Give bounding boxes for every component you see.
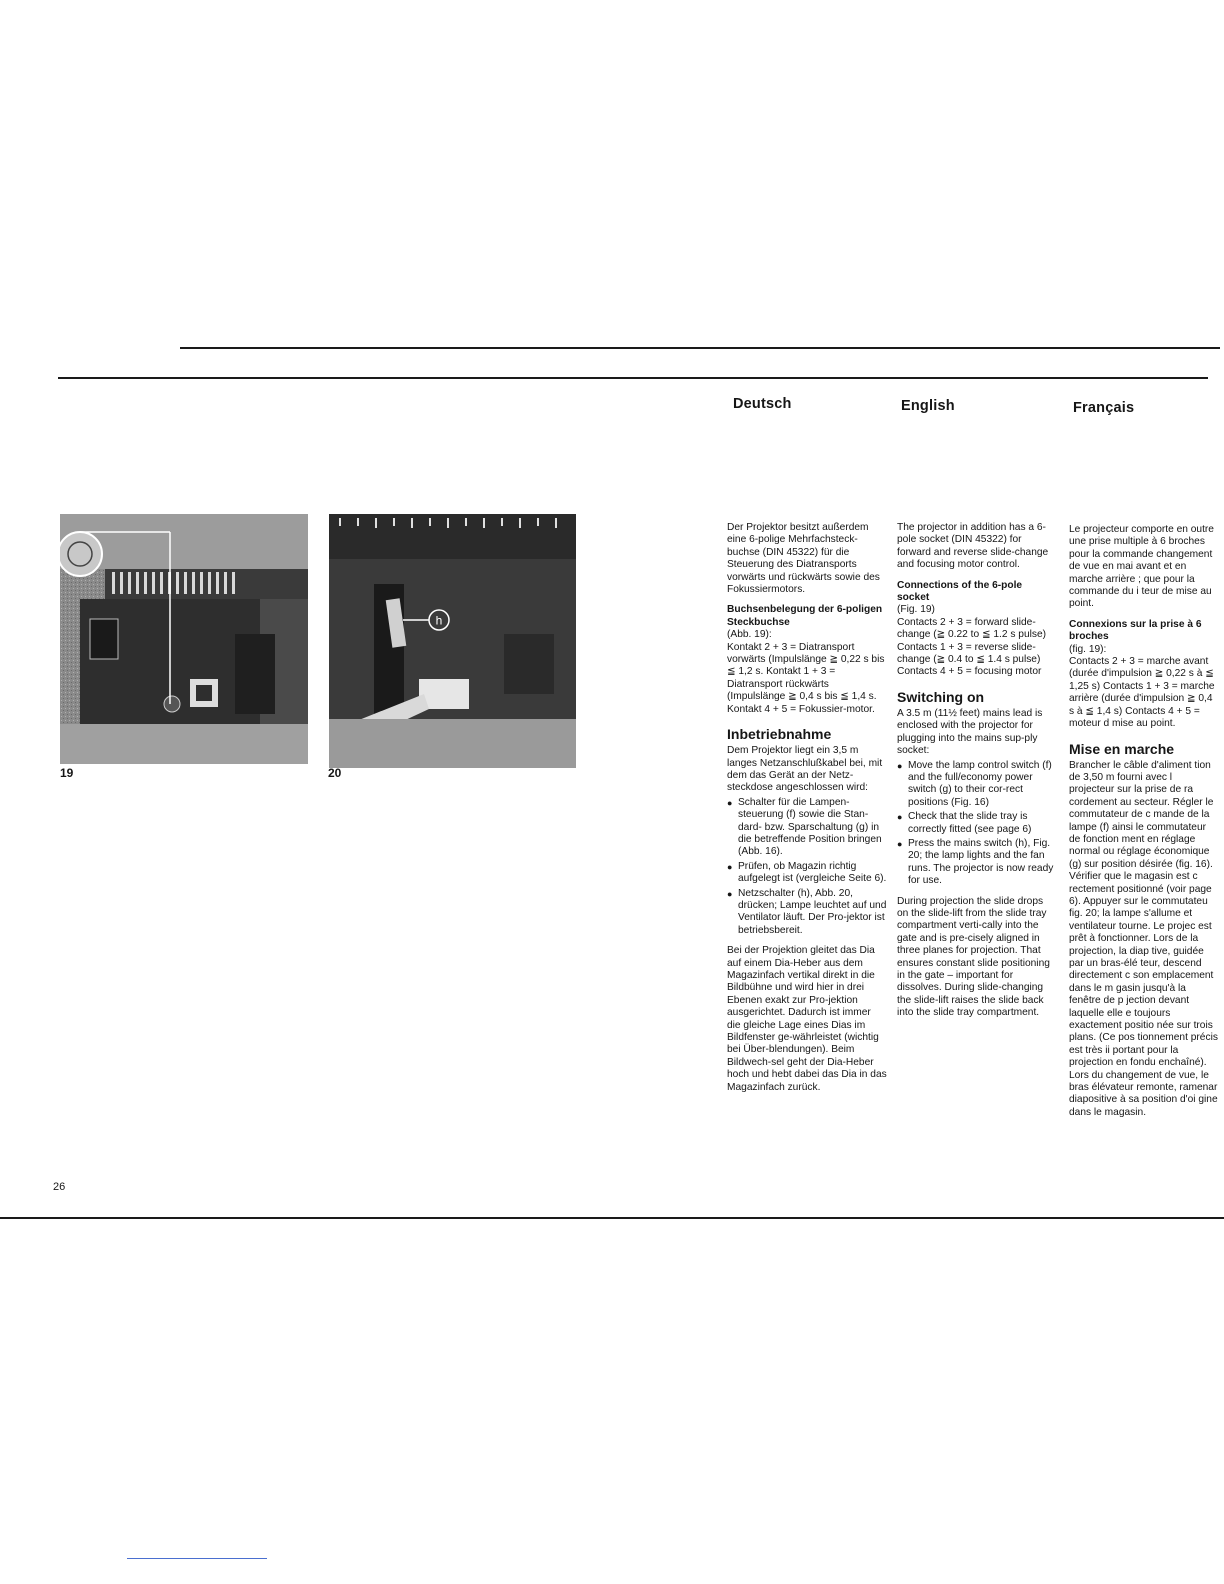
projector-rear-illustration: [329, 514, 576, 768]
en-bullet-list: [897, 760, 1055, 888]
column-francais: [1069, 524, 1219, 1194]
figure-20-label: 20: [328, 766, 342, 780]
en-para-3: During projection the slide drops on the slide-lift from the slide tray compartment verti-cally into the gate and is pre-cisely aligned in three planes for projection. That ensures constant slide positioning in the gate – important for dissolves. During slide-changing the slide-lift raises the slide back into the slide tray compartment.: [897, 895, 1050, 1019]
footer-link-line: [127, 1558, 267, 1559]
en-para-2: A 3.5 m (11½ feet) mains lead is enclosed with the projector for plugging into the mains sup-ply socket:: [897, 707, 1043, 757]
top-rule-main: [58, 377, 1208, 379]
page-number: 26: [53, 1181, 66, 1193]
callout-h: h: [435, 613, 443, 628]
figure-19-label: 19: [60, 766, 74, 780]
en-contacts: Contacts 2 + 3 = forward slide-change (≧ 0.22 to ≦ 1.2 s pulse) Contacts 1 + 3 = reverse slide-change (≧ 0.4 to ≦ 1.4 s pulse) Contacts 4 + 5 = focusing motor: [897, 616, 1047, 678]
fr-sub-ref: (fig. 19):: [1069, 643, 1107, 655]
column-deutsch: [727, 522, 887, 1102]
fr-para-2: Brancher le câble d'aliment tion de 3,50 m fourni avec l projecteur sur la prise de ra cordement au secteur. Régler le commutateur de c mande de la lampe (f) ainsi le commutateur de fonction ment en réglage normal ou réglage économique (g) sur position désirée (fig. 16). Vérifier que le magasin est c rectement positionné (voir page 6). Appuyer sur le commutateu fig. 20; la lampe s'allume et ventilateur tourne. Le projec est prêt à fonctionner. Lors de la projection, la diap tive, guidée par un bras-élé teur, descend directement c son emplacement dans le m gasin jusqu'à la fenêtre de p jection devant laquelle elle e toujours exactement positio née sur trois plans. (Ce pos tionnement précis est très ii portant pour la projection en fondu enchaîné). Lors du changement de vue, le bras élévateur remonte, ramenar diapositive à sa position d'oi gine dans le magasin.: [1069, 759, 1218, 1118]
de-para-3: Bei der Projektion gleitet das Dia auf einem Dia-Heber aus dem Magazinfach vertikal direkt in die Bildbühne und wird hier in drei Ebenen exakt zur Pro-jektion ausgerichtet. Dadurch ist immer die gleiche Lage eines Dias im Bildfenster ge-währleistet (wichtig bei Über-blendungen). Beim Bildwech-sel geht der Dia-Heber hoch und hebt dabei das Dia in das Magazinfach zurück.: [727, 945, 887, 1093]
figure-19-photo: [60, 514, 308, 764]
de-intro: Der Projektor besitzt außerdem eine 6-polige Mehrfachsteck-buchse (DIN 45322) für die Steuerung des Diatransports vorwärts und rückwärts sowie des Fokussiermotors.: [727, 522, 880, 596]
en-heading-switching-on: Switching on: [897, 688, 985, 705]
de-sub-heading: Buchsenbelegung der 6-poligen Steckbuchse: [727, 604, 883, 628]
de-para-2: Dem Projektor liegt ein 3,5 m langes Netzanschlußkabel bei, mit dem das Gerät an der Netz-steckdose angeschlossen wird:: [727, 745, 883, 794]
en-bullet-item: ● Check that the slide tray is correctly fitted (see page 6): [897, 811, 1055, 836]
bottom-rule: [0, 1217, 1224, 1219]
de-bullet-list: [727, 797, 887, 937]
header-francais: Français: [1073, 400, 1135, 416]
column-english: [897, 522, 1055, 1028]
fr-heading-mise-en-marche: Mise en marche: [1069, 740, 1175, 757]
top-rule-thin: [180, 347, 1220, 349]
en-bullet-item: ● Move the lamp control switch (f) and the full/economy power switch (g) to their cor-rect positions (Fig. 16): [897, 760, 1055, 810]
header-english: English: [901, 398, 955, 414]
fr-contacts: Contacts 2 + 3 = marche avant (durée d'impulsion ≧ 0,22 s à ≦ 1,25 s) Contacts 1 + 3 = marche arrière (durée d'impulsion ≧ 0,4 s à ≦ 1,4 s) Contacts 4 + 5 = moteur d mise au point.: [1069, 656, 1215, 730]
figure-20-photo: [329, 514, 576, 768]
en-bullet-item: ● Press the mains switch (h), Fig. 20; the lamp lights and the fan runs. The projector is now ready for use.: [897, 838, 1055, 888]
de-sub-ref: (Abb. 19):: [727, 629, 772, 641]
header-deutsch: Deutsch: [733, 396, 792, 412]
fr-sub-heading: Connexions sur la prise à 6 broches: [1069, 618, 1202, 643]
fr-intro: Le projecteur comporte en outre une prise multiple à 6 broches pour la commande changement de vue en mai avant et en marche arrière ; que pour la commande du i teur de mise au point.: [1069, 524, 1214, 610]
de-bullet-item: ● Schalter für die Lampen-steuerung (f) sowie die Stan-dard- bzw. Sparschaltung (g) in die betreffende Position bringen (Abb. 16).: [727, 797, 887, 859]
de-heading-inbetriebnahme: Inbetriebnahme: [727, 726, 832, 743]
de-bullet-item: ● Netzschalter (h), Abb. 20, drücken; Lampe leuchtet auf und Ventilator läuft. Der Pro-jektor ist betriebsbereit.: [727, 888, 887, 938]
en-intro: The projector in addition has a 6-pole socket (DIN 45322) for forward and reverse slide-change and focusing motor control.: [897, 522, 1049, 571]
de-bullet-item: ● Prüfen, ob Magazin richtig aufgelegt ist (vergleiche Seite 6).: [727, 861, 887, 886]
de-contacts: Kontakt 2 + 3 = Diatransport vorwärts (Impulslänge ≧ 0,22 s bis ≦ 1,2 s. Kontakt 1 + 3 = Diatransport rückwärts (Impulslänge ≧ 0,4 s bis ≦ 1,4 s. Kontakt 4 + 5 = Fokussier-motor.: [727, 641, 885, 715]
projector-side-illustration: [60, 514, 308, 764]
en-sub-heading: Connections of the 6-pole socket: [897, 579, 1023, 604]
en-sub-ref: (Fig. 19): [897, 604, 935, 616]
